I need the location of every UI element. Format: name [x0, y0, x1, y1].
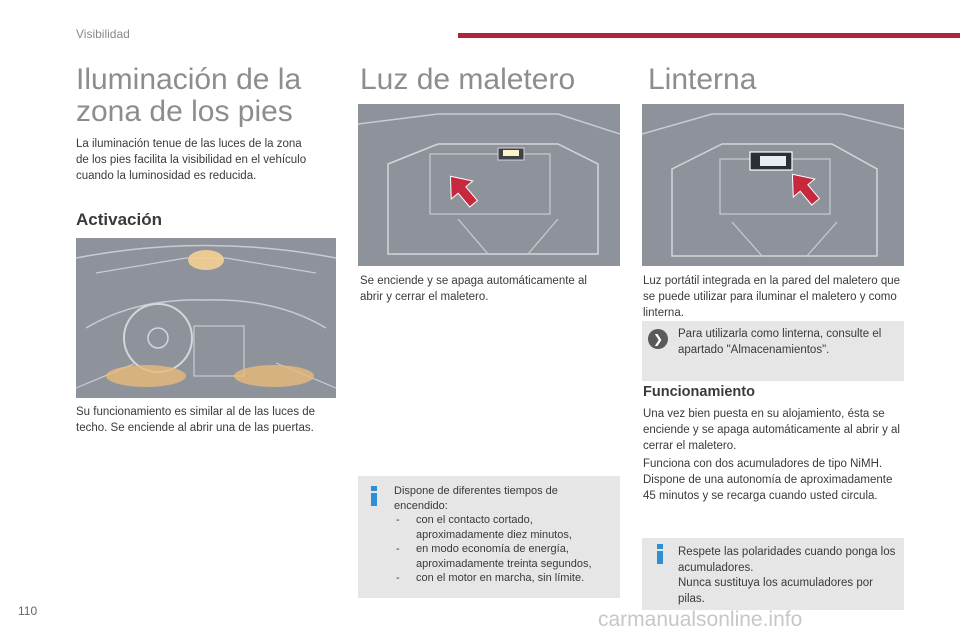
trunk-light-description: Se enciende y se apaga automáticamente al abrir y cerrar el maletero. [360, 275, 587, 303]
trunk-light-title: Luz de maletero [360, 63, 576, 96]
list-item: - con el motor en marcha, sin límite. [394, 571, 612, 586]
lighting-times-intro: Dispone de diferentes tiempos de encendido: [394, 485, 558, 512]
info-icon [656, 544, 665, 564]
operation-description: Una vez bien puesta en su alojamiento, ésta se enciende y se apaga automáticamente al abrir y al cerrar el maletero. [643, 408, 900, 452]
activation-subtitle: Activación [76, 210, 162, 229]
trunk-light-info-box [358, 476, 620, 598]
battery-description: Funciona con dos acumuladores de tipo NiMH. Dispone de una autonomía de aproximadamente 45 minutos y se recarga cuando usted circula. [643, 458, 893, 502]
operation-subtitle: Funcionamiento [643, 384, 755, 400]
battery-polarity-note: Respete las polaridades cuando ponga los acumuladores. [678, 546, 896, 574]
flashlight-note-box [642, 321, 904, 381]
arrow-right-circle-icon: ❯ [648, 329, 668, 349]
activation-description: Su funcionamiento es similar al de las luces de techo. Se enciende al abrir una de las puertas. [76, 406, 316, 434]
list-item: - en modo economía de energía, aproximadamente treinta segundos, [394, 542, 612, 571]
page-number: 110 [18, 604, 38, 618]
trunk-light-image [358, 104, 620, 266]
flashlight-note: Para utilizarla como linterna, consulte el apartado "Almacenamientos". [678, 328, 882, 356]
watermark: carmanualsonline.info [598, 608, 803, 631]
info-icon [370, 486, 379, 506]
flashlight-description: Luz portátil integrada en la pared del maletero que se puede utilizar para iluminar el maletero y como linterna. [643, 275, 901, 319]
flashlight-image [642, 104, 904, 266]
section-label: Visibilidad [76, 27, 130, 41]
lighting-times-list [394, 513, 612, 586]
battery-warning-note: Nunca sustituya los acumuladores por pilas. [678, 577, 873, 605]
flashlight-title: Linterna [648, 63, 757, 96]
footwell-lighting-image [76, 238, 336, 398]
battery-info-box [642, 538, 904, 610]
footwell-intro: La iluminación tenue de las luces de la zona de los pies facilita la visibilidad en el vehículo cuando la luminosidad es reducida. [76, 138, 307, 182]
header-accent-bar [458, 33, 960, 38]
list-item: - con el contacto cortado, aproximadamente diez minutos, [394, 513, 612, 542]
footwell-section-title: Iluminación de la zona de los pies [76, 63, 302, 128]
